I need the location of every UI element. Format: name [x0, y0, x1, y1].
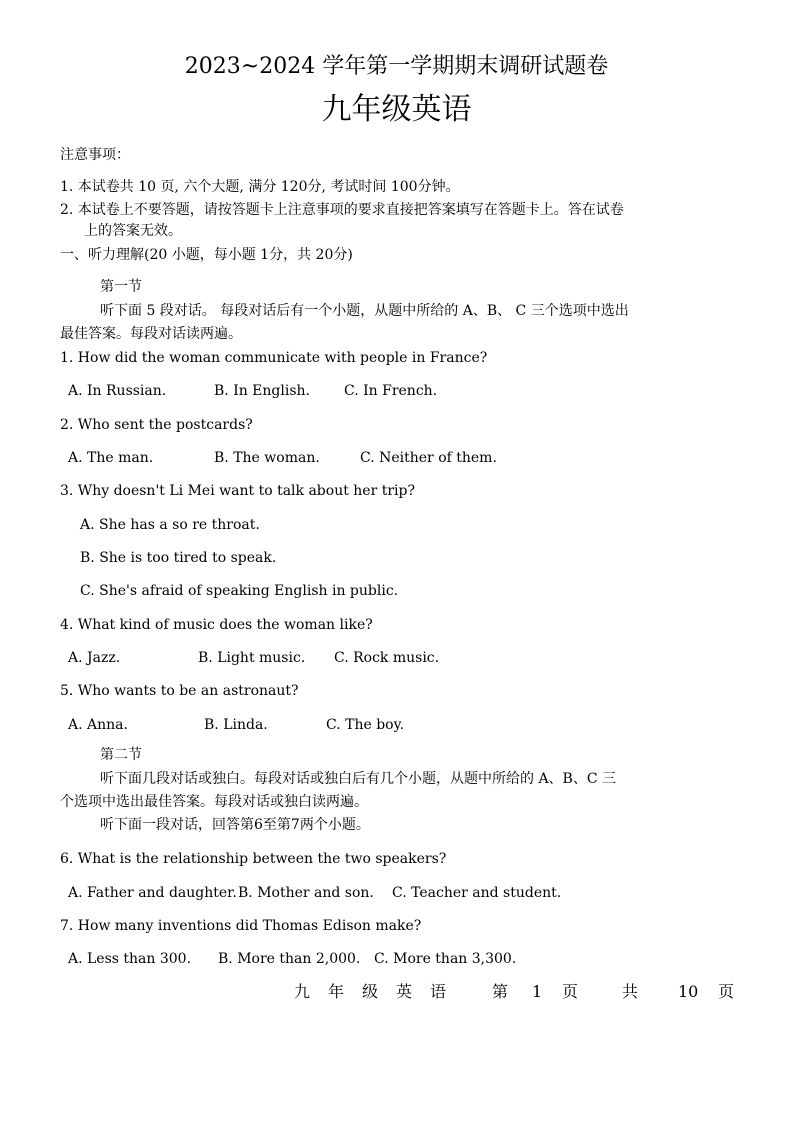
section2-title: 第二节 — [100, 747, 142, 763]
section1-instruction-line2: 最佳答案。每段对话读两遍。 — [60, 326, 242, 342]
question-2-option-b: B. The woman. — [214, 450, 320, 466]
question-4-option-b: B. Light music. — [198, 650, 306, 666]
question-5: 5. Who wants to be an astronaut? — [60, 683, 299, 699]
question-5-option-a: A. Anna. — [68, 717, 128, 733]
question-3-option-b: B. She is too tired to speak. — [80, 550, 277, 566]
part1-heading: 一、听力理解(20 小题，每小题 1分，共 20分) — [60, 247, 353, 263]
question-4-option-a: A. Jazz. — [68, 650, 121, 666]
question-2-option-a: A. The man. — [68, 450, 154, 466]
question-3: 3. Why doesn't Li Mei want to talk about her trip? — [60, 483, 415, 499]
question-4-option-c: C. Rock music. — [334, 650, 440, 666]
notice-heading: 注意事项： — [60, 147, 130, 163]
footer-char: 年 — [328, 982, 345, 1001]
question-7-option-c: C. More than 3,300. — [374, 951, 517, 967]
footer-char: 页 — [718, 982, 735, 1001]
footer-char: 第 — [492, 982, 509, 1001]
notice-item-2-line1: 2. 本试卷上不要答题，请按答题卡上注意事项的要求直接把答案填写在答题卡上。答在试卷 — [60, 202, 624, 218]
question-6-option-b: B. Mother and son. — [238, 885, 374, 901]
section2-instruction-line1: 听下面几段对话或独白。每段对话或独白后有几个小题，从题中所给的 A、B、C 三 — [100, 771, 617, 787]
question-6: 6. What is the relationship between the two speakers? — [60, 851, 447, 867]
notice-item-1: 1. 本试卷共 10 页, 六个大题, 满分 120分, 考试时间 100分钟。 — [60, 179, 460, 195]
question-1: 1. How did the woman communicate with people in France? — [60, 350, 488, 366]
question-2-option-c: C. Neither of them. — [360, 450, 497, 466]
section2-instruction-line3: 听下面一段对话，回答第6至第7两个小题。 — [100, 817, 370, 833]
question-7-option-b: B. More than 2,000. — [218, 951, 361, 967]
footer-char: 语 — [430, 982, 447, 1001]
question-6-option-c: C. Teacher and student. — [392, 885, 562, 901]
footer-char: 英 — [396, 982, 413, 1001]
section1-instruction-line1: 听下面 5 段对话。 每段对话后有一个小题，从题中所给的 A、B、 C 三个选项中选出 — [100, 303, 629, 319]
exam-subtitle: 九年级英语 — [321, 92, 472, 127]
footer-char: 共 — [622, 982, 639, 1001]
question-3-option-c: C. She's afraid of speaking English in public. — [80, 583, 399, 599]
question-7: 7. How many inventions did Thomas Edison make? — [60, 918, 422, 934]
section1-title: 第一节 — [100, 279, 142, 295]
footer-char: 页 — [562, 982, 579, 1001]
footer-page-number: 1 — [532, 982, 543, 1001]
question-1-option-a: A. In Russian. — [68, 383, 167, 399]
exam-title: 2023~2024 学年第一学期期末调研试题卷 — [184, 54, 609, 79]
question-6-option-a: A. Father and daughter. — [68, 885, 237, 901]
section2-instruction-line2: 个选项中选出最佳答案。每段对话或独白读两遍。 — [60, 794, 368, 810]
question-5-option-c: C. The boy. — [326, 717, 405, 733]
question-4: 4. What kind of music does the woman like? — [60, 617, 373, 633]
footer-char: 级 — [362, 982, 379, 1001]
footer-char: 九 — [294, 982, 311, 1001]
footer-total-pages: 10 — [678, 982, 699, 1001]
question-2: 2. Who sent the postcards? — [60, 417, 253, 433]
question-3-option-a: A. She has a so re throat. — [80, 517, 260, 533]
question-1-option-b: B. In English. — [214, 383, 310, 399]
question-1-option-c: C. In French. — [344, 383, 438, 399]
question-7-option-a: A. Less than 300. — [68, 951, 192, 967]
notice-item-2-line2: 上的答案无效。 — [84, 223, 182, 239]
question-5-option-b: B. Linda. — [204, 717, 268, 733]
